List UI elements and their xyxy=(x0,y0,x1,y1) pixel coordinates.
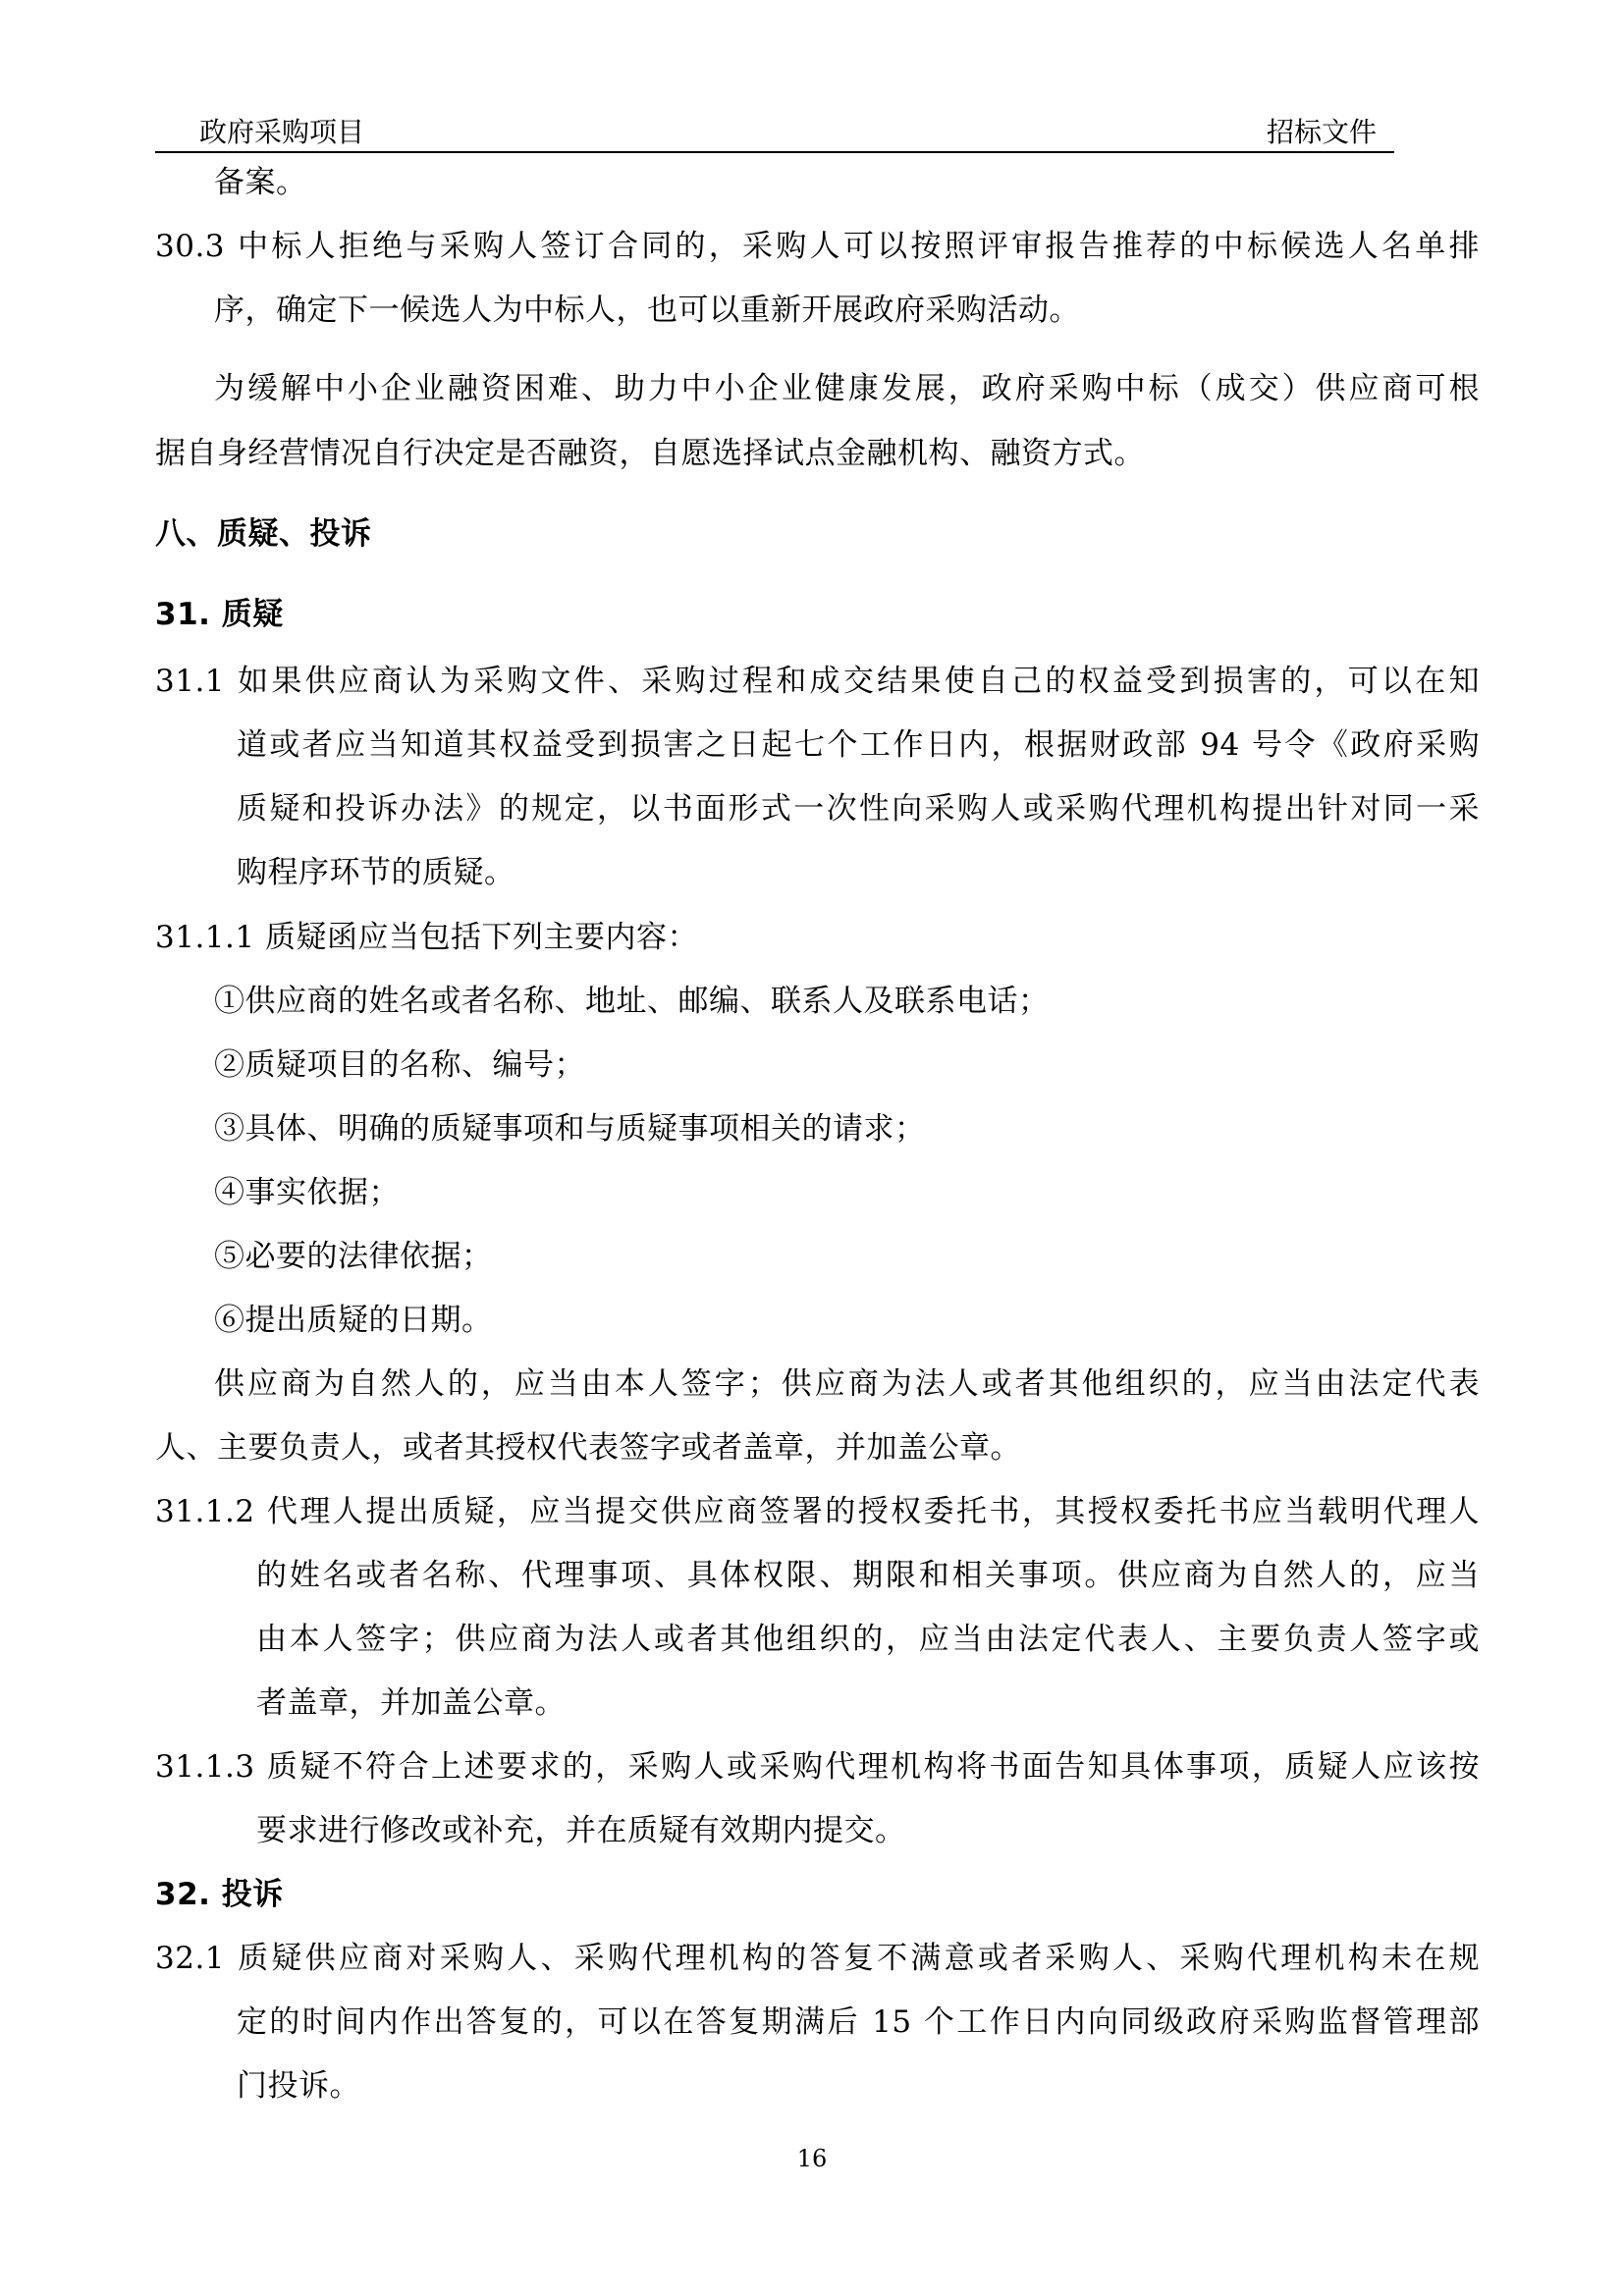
paragraph-sme-financing: 为缓解中小企业融资困难、助力中小企业健康发展，政府采购中标（成交）供应商可根 xyxy=(214,371,1480,406)
text-line: 由本人签字；供应商为法人或者其他组织的，应当由法定代表人、主要负责人签字或 xyxy=(256,1622,1480,1657)
text-line: 的姓名或者名称、代理事项、具体权限、期限和相关事项。供应商为自然人的，应当 xyxy=(256,1558,1480,1593)
text-line: 门投诉。 xyxy=(237,2068,360,2104)
text-line: 人、主要负责人，或者其授权代表签字或者盖章，并加盖公章。 xyxy=(155,1430,1021,1466)
clause-31-1-3: 31.1.3 质疑不符合上述要求的，采购人或采购代理机构将书面告知具体事项，质疑人应该按 xyxy=(155,1749,1480,1785)
list-item: ⑤必要的法律依据； xyxy=(214,1239,493,1274)
list-item: ①供应商的姓名或者名称、地址、邮编、联系人及联系电话； xyxy=(214,984,1050,1019)
section-heading-8: 八、质疑、投诉 xyxy=(155,516,372,552)
clause-31-1-1: 31.1.1 质疑函应当包括下列主要内容： xyxy=(155,920,698,955)
text-line: 要求进行修改或补充，并在质疑有效期内提交。 xyxy=(256,1813,906,1848)
header-project-label: 政府采购项目 xyxy=(199,116,365,148)
heading-32: 32. 投诉 xyxy=(155,1877,284,1912)
clause-31-1-2: 31.1.2 代理人提出质疑，应当提交供应商签署的授权委托书，其授权委托书应当载明代理人 xyxy=(155,1494,1480,1529)
text-line: 序，确定下一候选人为中标人，也可以重新开展政府采购活动。 xyxy=(214,293,1080,328)
list-item: ②质疑项目的名称、编号； xyxy=(214,1047,585,1083)
page-number: 16 xyxy=(796,2145,828,2172)
text-line: 者盖章，并加盖公章。 xyxy=(256,1685,566,1721)
text-line: 质疑和投诉办法》的规定，以书面形式一次性向采购人或采购代理机构提出针对同一采 xyxy=(237,791,1480,827)
list-item: ③具体、明确的质疑事项和与质疑事项相关的请求； xyxy=(214,1111,926,1147)
list-item: ⑥提出质疑的日期。 xyxy=(214,1303,493,1338)
text-line: 备案。 xyxy=(214,165,307,200)
list-item: ④事实依据； xyxy=(214,1175,400,1210)
clause-30-3: 30.3 中标人拒绝与采购人签订合同的，采购人可以按照评审报告推荐的中标候选人名单排 xyxy=(155,229,1480,264)
text-line: 道或者应当知道其权益受到损害之日起七个工作日内，根据财政部 94 号令《政府采购 xyxy=(237,727,1480,763)
text-line: 定的时间内作出答复的，可以在答复期满后 15 个工作日内向同级政府采购监督管理部 xyxy=(237,2004,1480,2040)
clause-31-1: 31.1 如果供应商认为采购文件、采购过程和成交结果使自己的权益受到损害的，可以在知 xyxy=(155,664,1480,699)
header-doc-type: 招标文件 xyxy=(1267,116,1378,148)
header-rule xyxy=(155,151,1394,153)
paragraph-signature: 供应商为自然人的，应当由本人签字；供应商为法人或者其他组织的，应当由法定代表 xyxy=(214,1366,1480,1402)
clause-32-1: 32.1 质疑供应商对采购人、采购代理机构的答复不满意或者采购人、采购代理机构未在规 xyxy=(155,1941,1480,1976)
text-line: 购程序环节的质疑。 xyxy=(237,855,515,890)
text-line: 据自身经营情况自行决定是否融资，自愿选择试点金融机构、融资方式。 xyxy=(155,436,1145,471)
heading-31: 31. 质疑 xyxy=(155,597,284,632)
